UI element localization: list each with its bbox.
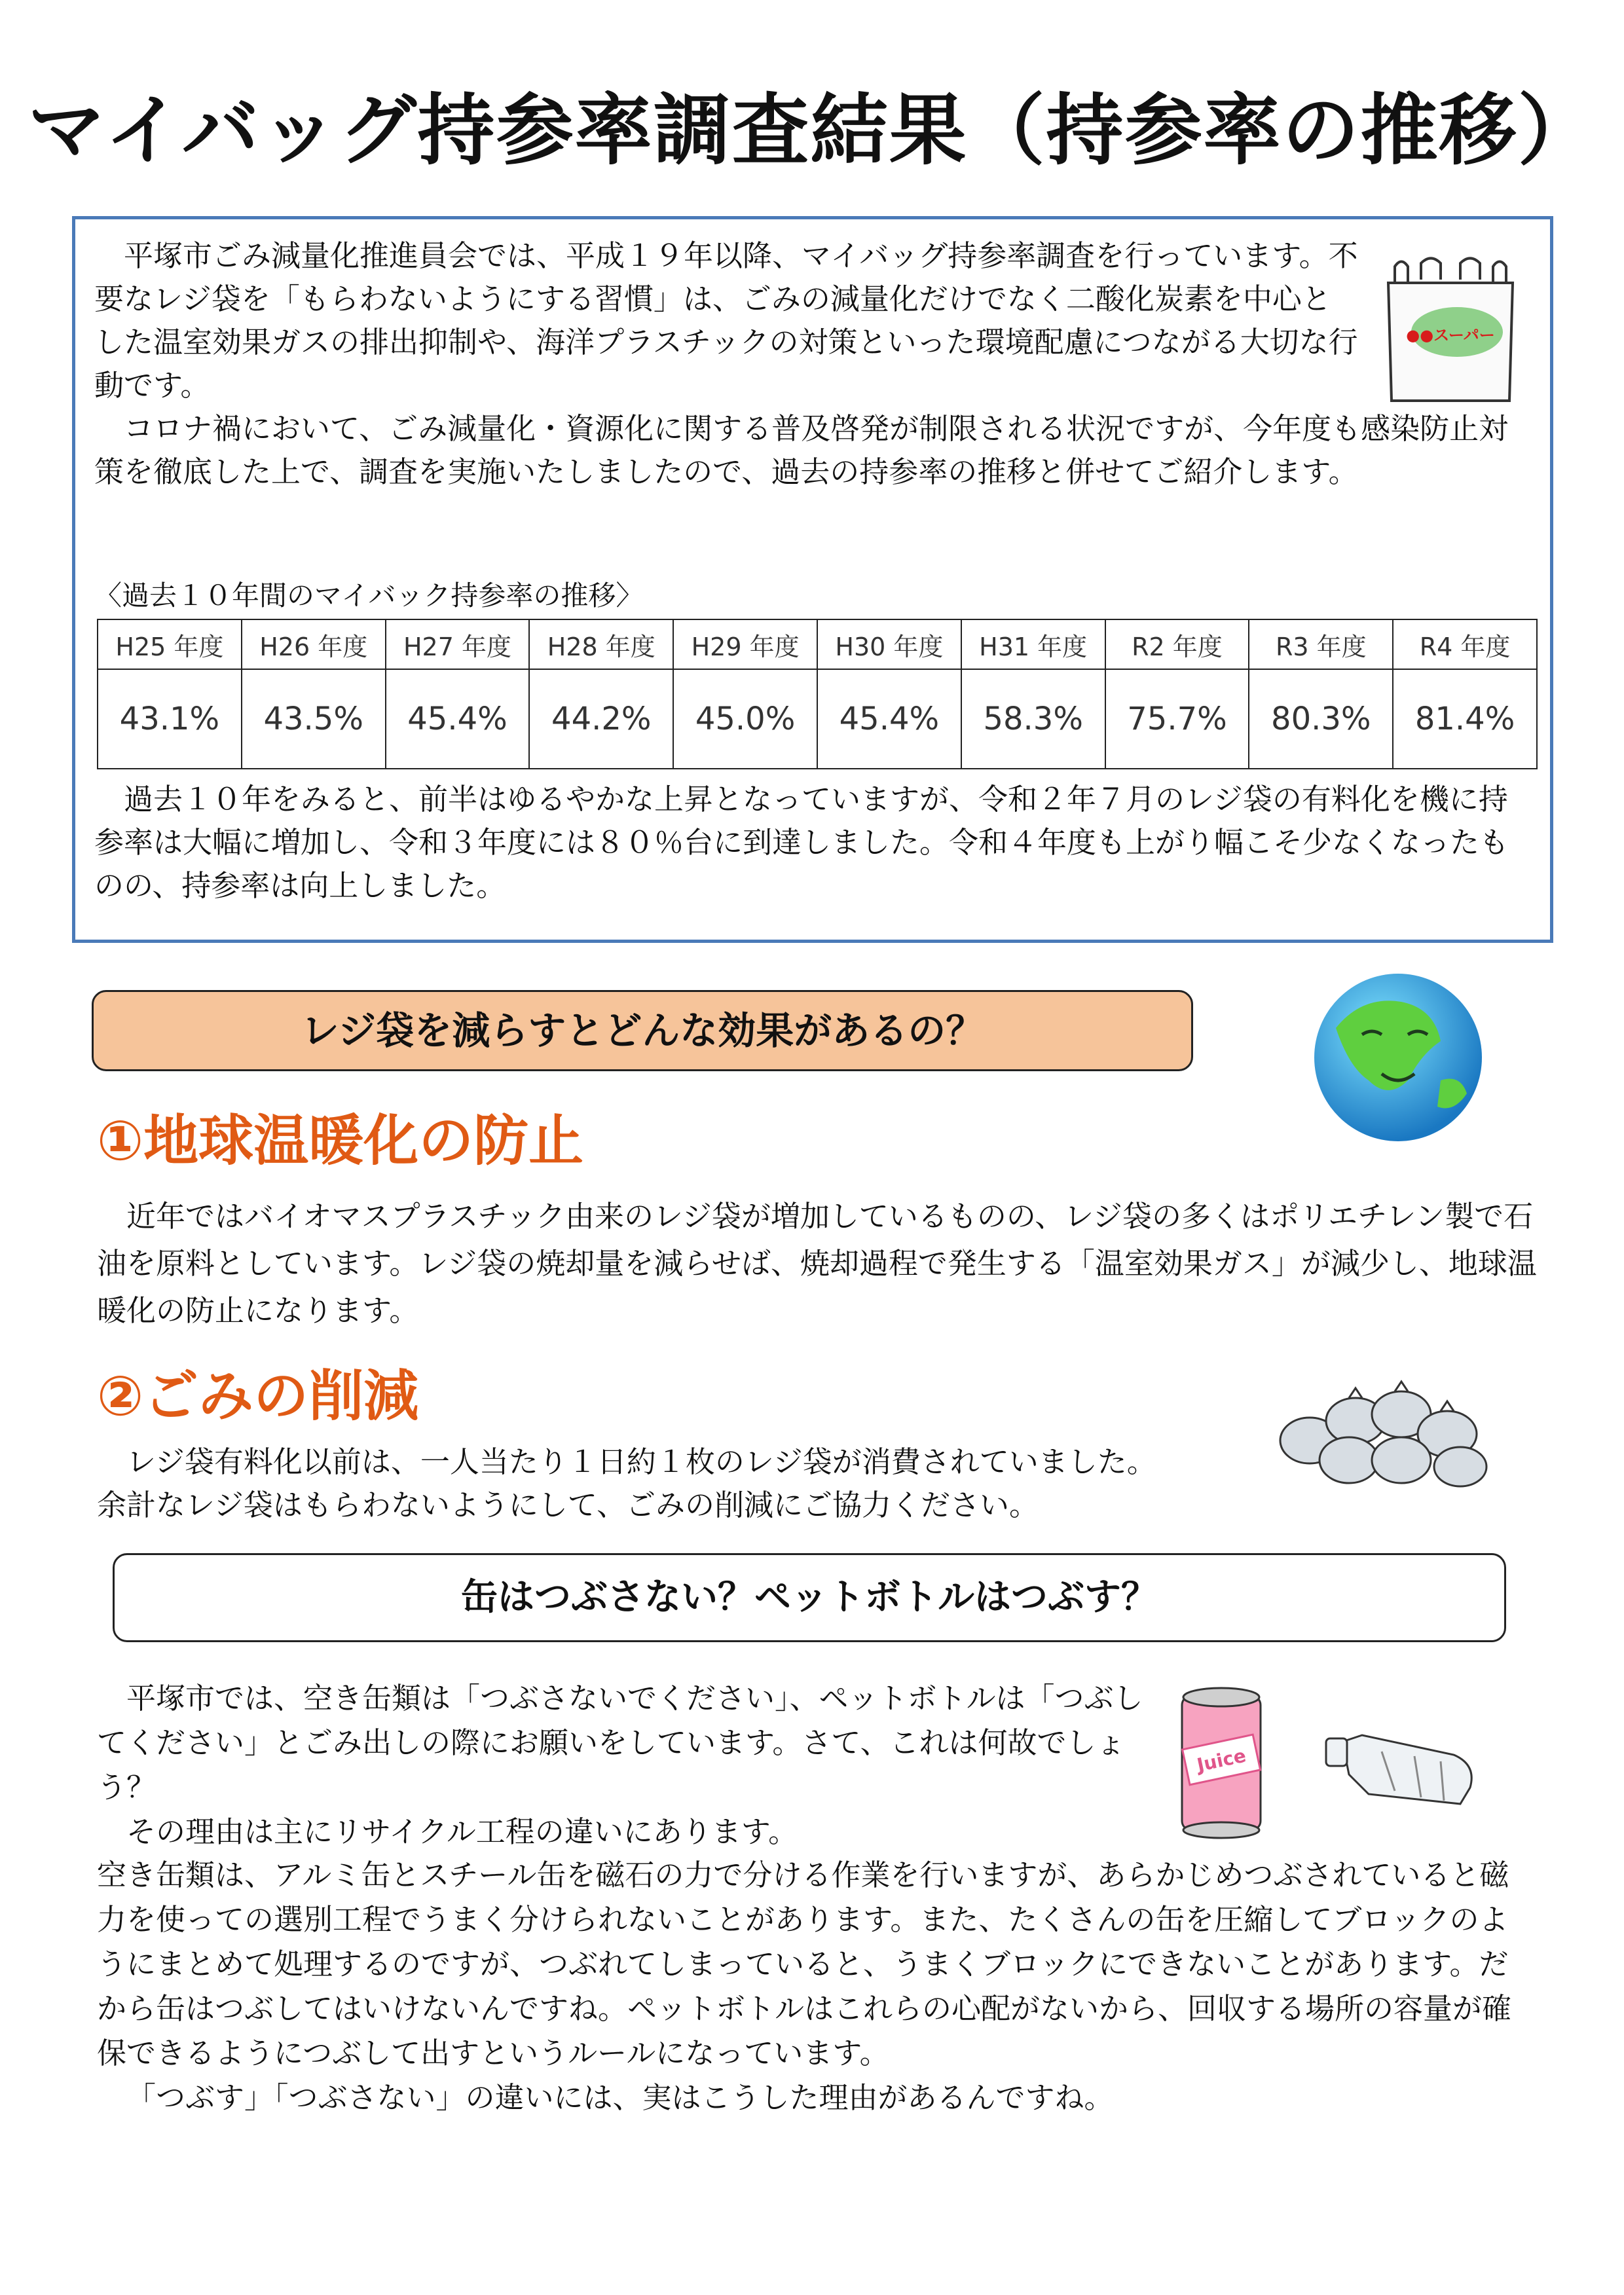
crushed-bottle-icon <box>1323 1716 1486 1820</box>
year-cell: H31 年度 <box>961 619 1105 669</box>
cans-paragraph-2: その理由は主にリサイクル工程の違いにあります。 <box>126 1814 798 1849</box>
rates-table <box>97 619 1538 769</box>
rate-cell: 75.7% <box>1105 669 1249 769</box>
table-value-row <box>98 669 1537 769</box>
cans-banner: 缶はつぶさない？ペットボトルはつぶす？ <box>113 1553 1506 1642</box>
cans-paragraph-4: 「つぶす」「つぶさない」の違いには、実はこうした理由があるんですね。 <box>126 2080 1114 2115</box>
cans-intro-text <box>97 1676 1145 1854</box>
rate-cell: 80.3% <box>1249 669 1393 769</box>
waste-reduction-line-1: レジ袋有料化以前は、一人当たり１日約１枚のレジ袋が消費されていました。 <box>126 1444 1156 1479</box>
year-cell: H25 年度 <box>98 619 242 669</box>
earth-icon <box>1310 969 1486 1146</box>
heading-global-warming: ①地球温暖化の防止 <box>97 1109 584 1173</box>
year-cell: H30 年度 <box>817 619 961 669</box>
cans-explanation-text <box>97 1853 1538 2120</box>
rate-cell: 45.0% <box>673 669 817 769</box>
year-cell: H26 年度 <box>242 619 386 669</box>
rate-cell: 58.3% <box>961 669 1105 769</box>
can-label: Juice <box>1194 1744 1248 1776</box>
rate-cell: 43.1% <box>98 669 242 769</box>
rate-cell: 45.4% <box>817 669 961 769</box>
cans-paragraph-1: 平塚市では、空き缶類は「つぶさないでください」、ペットボトルは「つぶしてください」とごみ出しの際にお願いをしています。さて、これは何故でしょう？ <box>97 1681 1143 1805</box>
heading-waste-reduction: ②ごみの削減 <box>97 1364 419 1428</box>
global-warming-text <box>97 1193 1538 1334</box>
intro-text-3: 過去１０年をみると、前半はゆるやかな上昇となっていますが、令和２年７月のレジ袋の有料化を機に持参率は大幅に増加し、令和３年度には８０％台に到達しました。令和４年度も上がり幅こそ少なくなったものの、持参率は向上しました。 <box>94 782 1509 903</box>
year-cell: R2 年度 <box>1105 619 1249 669</box>
effect-banner: レジ袋を減らすとどんな効果があるの？ <box>92 990 1193 1071</box>
intro-paragraph-1 <box>94 234 1358 407</box>
global-warming-paragraph: 近年ではバイオマスプラスチック由来のレジ袋が増加しているものの、レジ袋の多くはポリエチレン製で石油を原料としています。レジ袋の焼却量を減らせば、焼却過程で発生する「温室効果ガス」が減少し、地球温暖化の防止になります。 <box>97 1199 1537 1328</box>
intro-text-1: 平塚市ごみ減量化推進員会では、平成１９年以降、マイバッグ持参率調査を行っています。不要なレジ袋を「もらわないようにする習慣」は、ごみの減量化だけでなく二酸化炭素を中心とした温室効果ガスの排出抑制や、海洋プラスチックの対策といった環境配慮につながる大切な行動です。 <box>94 238 1358 403</box>
juice-can-icon <box>1172 1683 1270 1840</box>
bag-label: ●●スーパー <box>1406 326 1495 344</box>
year-cell: R3 年度 <box>1249 619 1393 669</box>
intro-paragraph-3 <box>94 778 1535 908</box>
cans-paragraph-3: 空き缶類は、アルミ缶とスチール缶を磁石の力で分ける作業を行いますが、あらかじめつぶされていると磁力を使っての選別工程でうまく分けられないことがあります。また、たくさんの缶を圧縮してブロックのようにまとめて処理するのですが、つぶれてしまっていると、うまくブロックにできないことがあります。だから缶はつぶしてはいけないんですね。ペットボトルはこれらの心配がないから、回収する場所の容量が確保できるようにつぶして出すというルールになっています。 <box>97 1858 1512 2070</box>
year-cell: R4 年度 <box>1393 619 1537 669</box>
rate-cell: 43.5% <box>242 669 386 769</box>
shopping-bag-icon <box>1382 244 1519 407</box>
year-cell: H28 年度 <box>529 619 673 669</box>
intro-text-2: コロナ禍において、ごみ減量化・資源化に関する普及啓発が制限される状況ですが、今年度も感染防止対策を徹底した上で、調査を実施いたしましたので、過去の持参率の推移と併せてご紹介します。 <box>94 411 1509 489</box>
year-cell: H29 年度 <box>673 619 817 669</box>
table-caption: 〈過去１０年間のマイバック持参率の推移〉 <box>94 579 644 612</box>
rate-cell: 44.2% <box>529 669 673 769</box>
waste-reduction-text <box>97 1441 1538 1527</box>
page-title: マイバッグ持参率調査結果（持参率の推移） <box>28 85 1596 175</box>
waste-reduction-line-2: 余計なレジ袋はもらわないようにして、ごみの削減にご協力ください。 <box>97 1488 1039 1522</box>
intro-paragraph-2 <box>94 407 1535 494</box>
rate-cell: 81.4% <box>1393 669 1537 769</box>
rate-cell: 45.4% <box>386 669 530 769</box>
year-cell: H27 年度 <box>386 619 530 669</box>
table-header-row <box>98 619 1537 669</box>
